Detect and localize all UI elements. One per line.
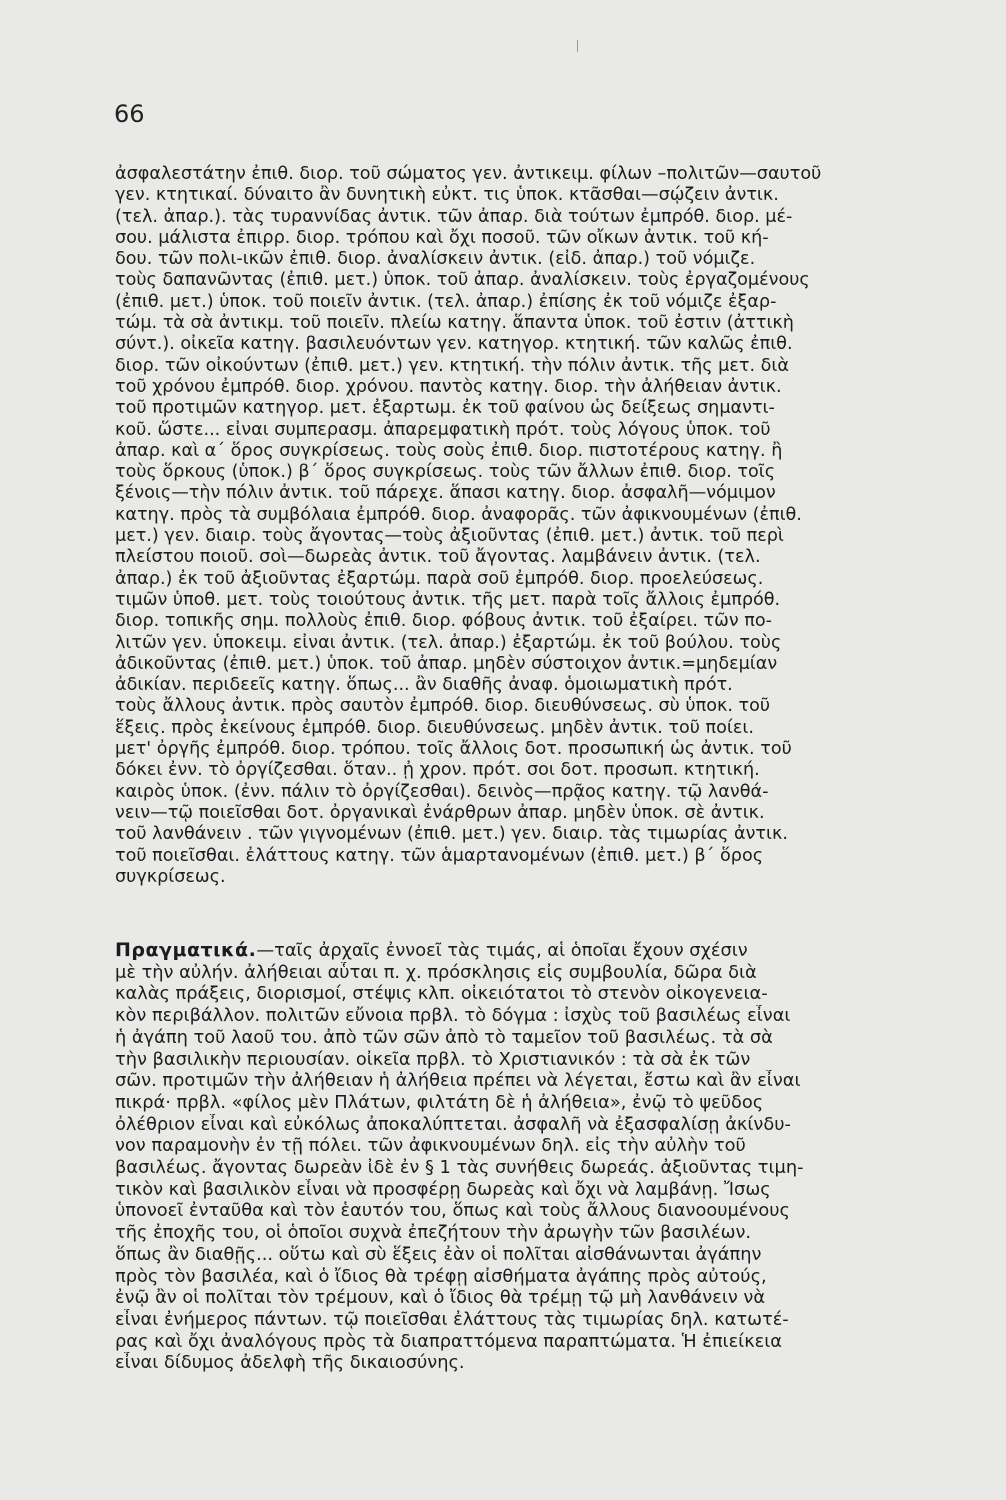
text-line: συγκρίσεως.	[115, 866, 226, 887]
text-line: ἐνῷ ἂν οἱ πολῖται τὸν τρέμουν, καὶ ὁ ἴδιος θὰ τρέμῃ τῷ μὴ λανθάνειν νὰ	[115, 1287, 766, 1309]
text-line: τοὺς δαπανῶντας (ἐπιθ. μετ.) ὑποκ. τοῦ ἀπαρ. ἀναλίσκειν. τοὺς ἐργαζομένους	[115, 270, 810, 291]
text-line: ρας καὶ ὄχι ἀναλόγους πρὸς τὰ διαπραττόμενα παραπτώματα. Ἡ ἐπιείκεια	[115, 1330, 783, 1352]
text-line: τοὺς ὅρκους (ὑποκ.) β΄ ὅρος συγκρίσεως. τοὺς τῶν ἄλλων ἐπιθ. διορ. τοῖς	[115, 462, 776, 483]
text-line: ὀλέθριον εἶναι καὶ εὐκόλως ἀποκαλύπτεται. ἀσφαλῆ νὰ ἐξασφαλίσῃ ἀκίνδυ-	[115, 1113, 791, 1135]
text-line: τῆς ἐποχῆς του, οἱ ὁποῖοι συχνὰ ἐπεζήτουν τὴν ἀρωγὴν τῶν βασιλέων.	[115, 1222, 752, 1244]
pragmatika-first-line	[115, 940, 940, 962]
text-line: τώμ. τὰ σὰ ἀντικμ. τοῦ ποιεῖν. πλείω κατηγ. ἅπαντα ὑποκ. τοῦ ἐστιν (ἀττικὴ	[115, 313, 794, 334]
pragmatika-first-line-text: —ταῖς ἀρχαῖς ἐννοεῖ τὰς τιμάς, αἱ ὁποῖαι ἔχουν σχέσιν	[256, 940, 748, 961]
text-line: ἀπαρ.) ἐκ τοῦ ἀξιοῦντας ἐξαρτώμ. παρὰ σοῦ ἐμπρόθ. διορ. προελεύσεως.	[115, 568, 764, 589]
text-line: τὴν βασιλικὴν περιουσίαν. οἰκεῖα πρβλ. τὸ Χριστιανικόν : τὰ σὰ ἐκ τῶν	[115, 1048, 751, 1070]
text-line: κοῦ. ὥστε... εἶναι συμπερασμ. ἀπαρεμφατικὴ πρότ. τοὺς λόγους ὑποκ. τοῦ	[115, 419, 771, 440]
text-line: πικρά· πρβλ. «φίλος μὲν Πλάτων, φιλτάτη δὲ ἡ ἀλήθεια», ἐνῷ τὸ ψεῦδος	[115, 1091, 764, 1113]
text-line: ξένοις—τὴν πόλιν ἀντικ. τοῦ πάρεχε. ἅπασι κατηγ. διορ. ἀσφαλῆ—νόμιμον	[115, 483, 776, 504]
text-line: ὅπως ἂν διαθῇς... οὕτω καὶ σὺ ἕξεις ἐὰν οἱ πολῖται αἰσθάνωνται ἀγάπην	[115, 1243, 762, 1265]
text-line: κὸν περιβάλλον. πολιτῶν εὔνοια πρβλ. τὸ δόγμα : ἰσχὺς τοῦ βασιλέως εἶναι	[115, 1005, 791, 1027]
page-number: 66	[114, 100, 145, 128]
text-line: πλείστου ποιοῦ. σοὶ—δωρεὰς ἀντικ. τοῦ ἄγοντας. λαμβάνειν ἀντικ. (τελ.	[115, 547, 761, 568]
text-line: γεν. κτητικαί. δύναιτο ἂν δυνητικὴ εὐκτ. τις ὑποκ. κτᾶσθαι—σῴζειν ἀντικ.	[115, 185, 779, 206]
text-line: τοῦ χρόνου ἐμπρόθ. διορ. χρόνου. παντὸς κατηγ. διορ. τὴν ἀλήθειαν ἀντικ.	[115, 376, 782, 397]
text-line: ἕξεις. πρὸς ἐκείνους ἐμπρόθ. διορ. διευθύνσεως. μηδὲν ἀντικ. τοῦ ποίει.	[115, 717, 754, 738]
pragmatika-heading: Πραγματικά.	[115, 940, 257, 961]
text-line: βασιλέως. ἄγοντας δωρεὰν ἰδὲ ἐν § 1 τὰς συνήθεις δωρεάς. ἀξιοῦντας τιμη-	[115, 1157, 804, 1179]
text-line: καλὰς πράξεις, διορισμοί, στέψις κλπ. οἰκειότατοι τὸ στενὸν οἰκογενεια-	[115, 983, 768, 1005]
margin-mark	[577, 40, 578, 52]
text-line: νον παραμονὴν ἐν τῇ πόλει. τῶν ἀφικνουμένων δηλ. εἰς τὴν αὐλὴν τοῦ	[115, 1135, 746, 1157]
text-line: μετ.) γεν. διαιρ. τοὺς ἄγοντας—τοὺς ἀξιοῦντας (ἐπιθ. μετ.) ἀντικ. τοῦ περὶ	[115, 526, 784, 547]
text-line: σύντ.). οἰκεῖα κατηγ. βασιλευόντων γεν. κατηγορ. κτητική. τῶν καλῶς ἐπιθ.	[115, 334, 793, 355]
pragmatika-section	[115, 940, 940, 1374]
text-line: κατηγ. πρὸς τὰ συμβόλαια ἐμπρόθ. διορ. ἀναφορᾶς. τῶν ἀφικνουμένων (ἐπιθ.	[115, 504, 802, 525]
text-line: δου. τῶν πολι-ικῶν ἐπιθ. διορ. ἀναλίσκειν ἀντικ. (εἰδ. ἀπαρ.) τοῦ νόμιζε.	[115, 249, 756, 270]
text-line: καιρὸς ὑποκ. (ἐνν. πάλιν τὸ ὀργίζεσθαι). δεινὸς—πρᾷος κατηγ. τῷ λανθά-	[115, 781, 769, 802]
text-line: μετ' ὀργῆς ἐμπρόθ. διορ. τρόπου. τοῖς ἄλλοις δοτ. προσωπική ὡς ἀντικ. τοῦ	[115, 739, 792, 760]
text-line: μὲ τὴν αὐλήν. ἀλήθειαι αὗται π. χ. πρόσκλησις εἰς συμβουλία, δῶρα διὰ	[115, 961, 757, 983]
text-line: ἀδικίαν. περιδεεῖς κατηγ. ὅπως... ἂν διαθῆς ἀναφ. ὁμοιωματικὴ πρότ.	[115, 675, 733, 696]
text-line: διορ. τῶν οἰκούντων (ἐπιθ. μετ.) γεν. κτητική. τὴν πόλιν ἀντικ. τῆς μετ. διὰ	[115, 355, 789, 376]
text-line: νειν—τῷ ποιεῖσθαι δοτ. ὀργανικαὶ ἐνάρθρων ἀπαρ. μηδὲν ὑποκ. σὲ ἀντικ.	[115, 802, 765, 823]
text-line: εἶναι δίδυμος ἀδελφὴ τῆς δικαιοσύνης.	[115, 1352, 465, 1374]
text-line: εἶναι ἐνήμερος πάντων. τῷ ποιεῖσθαι ἐλάττους τὰς τιμωρίας δηλ. κατωτέ-	[115, 1308, 789, 1330]
text-line: ἀπαρ. καὶ α΄ ὅρος συγκρίσεως. τοὺς σοὺς ἐπιθ. διορ. πιστοτέρους κατηγ. ἢ	[115, 440, 783, 461]
text-line: (τελ. ἀπαρ.). τὰς τυραννίδας ἀντικ. τῶν ἀπαρ. διὰ τούτων ἐμπρόθ. διορ. μέ-	[115, 206, 793, 227]
text-line: τοῦ λανθάνειν . τῶν γιγνομένων (ἐπιθ. μετ.) γεν. διαιρ. τὰς τιμωρίας ἀντικ.	[115, 824, 788, 845]
text-line: τοῦ ποιεῖσθαι. ἐλάττους κατηγ. τῶν ἁμαρτανομένων (ἐπιθ. μετ.) β΄ ὅρος	[115, 845, 764, 866]
text-line: ἀδικοῦντας (ἐπιθ. μετ.) ὑποκ. τοῦ ἀπαρ. μηδὲν σύστοιχον ἀντικ.=μηδεμίαν	[115, 653, 778, 674]
text-line: λιτῶν γεν. ὑποκειμ. εἶναι ἀντικ. (τελ. ἀπαρ.) ἐξαρτώμ. ἐκ τοῦ βούλου. τοὺς	[115, 632, 782, 653]
text-line: τικὸν καὶ βασιλικὸν εἶναι νὰ προσφέρῃ δωρεὰς καὶ ὄχι νὰ λαμβάνῃ. Ἴσως	[115, 1178, 771, 1200]
text-line: τοὺς ἄλλους ἀντικ. πρὸς σαυτὸν ἐμπρόθ. διορ. διευθύνσεως. σὺ ὑποκ. τοῦ	[115, 696, 771, 717]
text-line: ἀσφαλεστάτην ἐπιθ. διορ. τοῦ σώματος γεν. ἀντικειμ. φίλων –πολιτῶν—σαυτοῦ	[115, 164, 822, 184]
text-line: διορ. τοπικῆς σημ. πολλοὺς ἐπιθ. διορ. φόβους ἀντικ. τοῦ ἐξαίρει. τῶν πο-	[115, 611, 772, 632]
text-line: (ἐπιθ. μετ.) ὑποκ. τοῦ ποιεῖν ἀντικ. (τελ. ἀπαρ.) ἐπίσης ἐκ τοῦ νόμιζε ἐξαρ-	[115, 291, 777, 312]
text-line: ὑπονοεῖ ἐνταῦθα καὶ τὸν ἑαυτόν του, ὅπως καὶ τοὺς ἄλλους διανοουμένους	[115, 1200, 790, 1222]
text-line: τιμῶν ὑποθ. μετ. τοὺς τοιούτους ἀντικ. τῆς μετ. παρὰ τοῖς ἄλλοις ἐμπρόθ.	[115, 589, 781, 610]
text-line: σου. μάλιστα ἐπιρρ. διορ. τρόπου καὶ ὄχι ποσοῦ. τῶν οἴκων ἀντικ. τοῦ κή-	[115, 227, 769, 248]
text-line: πρὸς τὸν βασιλέα, καὶ ὁ ἴδιος θὰ τρέφῃ αἰσθήματα ἀγάπης πρὸς αὐτούς,	[115, 1265, 767, 1287]
text-line: σῶν. προτιμῶν τὴν ἀλήθειαν ἡ ἀλήθεια πρέπει νὰ λέγεται, ἔστω καὶ ἂν εἶναι	[115, 1070, 801, 1092]
text-line: ἡ ἀγάπη τοῦ λαοῦ του. ἀπὸ τῶν σῶν ἀπὸ τὸ ταμεῖον τοῦ βασιλέως. τὰ σὰ	[115, 1026, 773, 1048]
grammar-notes	[115, 164, 940, 888]
text-line: τοῦ προτιμῶν κατηγορ. μετ. ἐξαρτωμ. ἐκ τοῦ φαίνου ὡς δείξεως σημαντι-	[115, 398, 775, 419]
text-line: δόκει ἐνν. τὸ ὀργίζεσθαι. ὅταν.. ᾖ χρον. πρότ. σοι δοτ. προσωπ. κτητική.	[115, 760, 760, 781]
